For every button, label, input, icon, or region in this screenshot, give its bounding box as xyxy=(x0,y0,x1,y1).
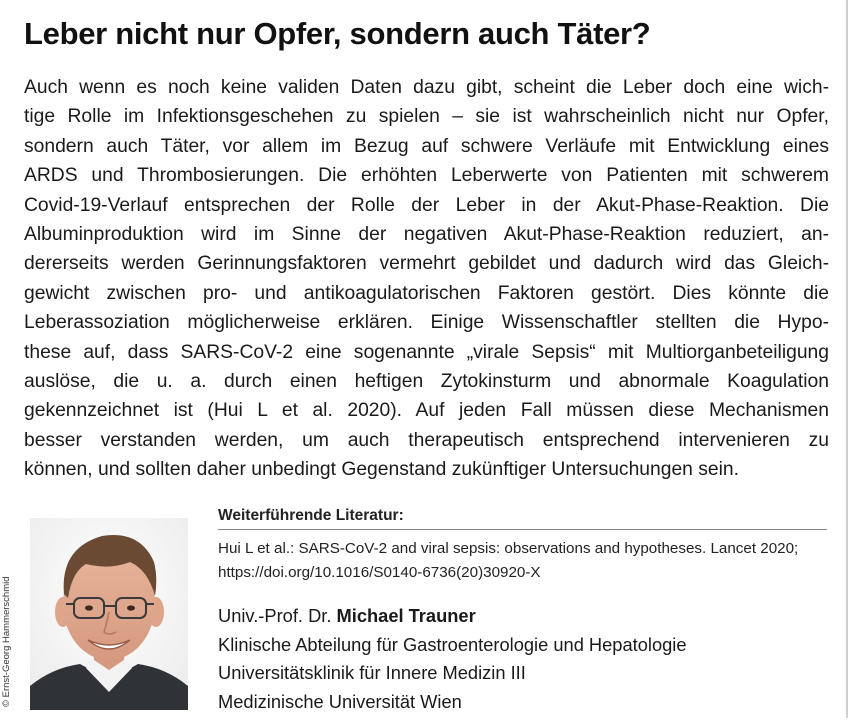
author-name: Michael Trauner xyxy=(336,605,476,626)
body-line: Albuminproduktion wird im Sinne der negativen Akut-Phase-Reaktion reduziert, an- xyxy=(24,224,829,246)
photo-credit: © Ernst-Georg Hammerschmid xyxy=(1,576,12,707)
body-line: tige Rolle im Infektionsgeschehen zu spielen – sie ist wahrscheinlich nicht nur Opfer, xyxy=(24,106,829,128)
author-affiliation: Universitätsklinik für Innere Medizin III xyxy=(218,662,526,683)
author-affiliation: Klinische Abteilung für Gastroenterologie und Hepatologie xyxy=(218,633,687,655)
body-line: besser verstanden werden, um auch therapeutisch entsprechend intervenieren zu xyxy=(24,429,829,451)
body-line: gewicht zwischen pro- und antikoagulatorischen Faktoren gestört. Dies könnte die xyxy=(24,282,829,304)
article-headline: Leber nicht nur Opfer, sondern auch Täter? xyxy=(24,16,651,51)
body-line: können, und sollten daher unbedingt Gegenstand zukünftiger Untersuchungen sein. xyxy=(24,459,739,481)
body-line: auslöse, die u. a. durch einen heftigen Zytokinsturm und abnormale Koagulation xyxy=(24,371,829,393)
article-body xyxy=(24,73,829,485)
reference-line: Hui L et al.: SARS-CoV-2 and viral sepsis: observations and hypotheses. Lancet 2020; xyxy=(218,540,799,557)
body-line: Auch wenn es noch keine validen Daten dazu gibt, scheint die Leber doch eine wich- xyxy=(24,77,829,98)
body-line: Leberassoziation möglicherweise erklären. Einige Wissenschaftler stellten die Hypo- xyxy=(24,312,829,334)
author-portrait xyxy=(30,518,188,710)
body-line: Covid-19-Verlauf entsprechen der Rolle der Leber in der Akut-Phase-Reaktion. Die xyxy=(24,194,829,216)
literature-heading: Weiterführende Literatur: xyxy=(218,507,404,524)
author-block xyxy=(218,602,687,716)
portrait-illustration xyxy=(30,518,188,710)
body-line: ARDS und Thrombosierungen. Die erhöhten Leberwerte von Patienten mit schwerem xyxy=(24,165,829,187)
body-line: dererseits werden Gerinnungsfaktoren vermehrt gebildet und dadurch wird das Gleich- xyxy=(24,253,829,275)
body-line: gekennzeichnet ist (Hui L et al. 2020). Auf jeden Fall müssen diese Mechanismen xyxy=(24,400,829,422)
body-line: these auf, dass SARS-CoV-2 eine sogenannte „virale Sepsis“ mit Multiorganbeteiligung xyxy=(24,341,829,363)
literature-reference xyxy=(218,537,798,585)
author-affiliation: Medizinische Universität Wien xyxy=(218,690,462,712)
literature-divider xyxy=(218,529,827,530)
author-title: Univ.-Prof. Dr. xyxy=(218,605,337,626)
reference-doi-link[interactable]: https://doi.org/10.1016/S0140-6736(20)30920-X xyxy=(218,564,541,581)
body-line: sondern auch Täter, vor allem im Bezug auf schwere Verläufe mit Entwicklung eines xyxy=(24,135,829,157)
author-name-line xyxy=(218,602,687,631)
